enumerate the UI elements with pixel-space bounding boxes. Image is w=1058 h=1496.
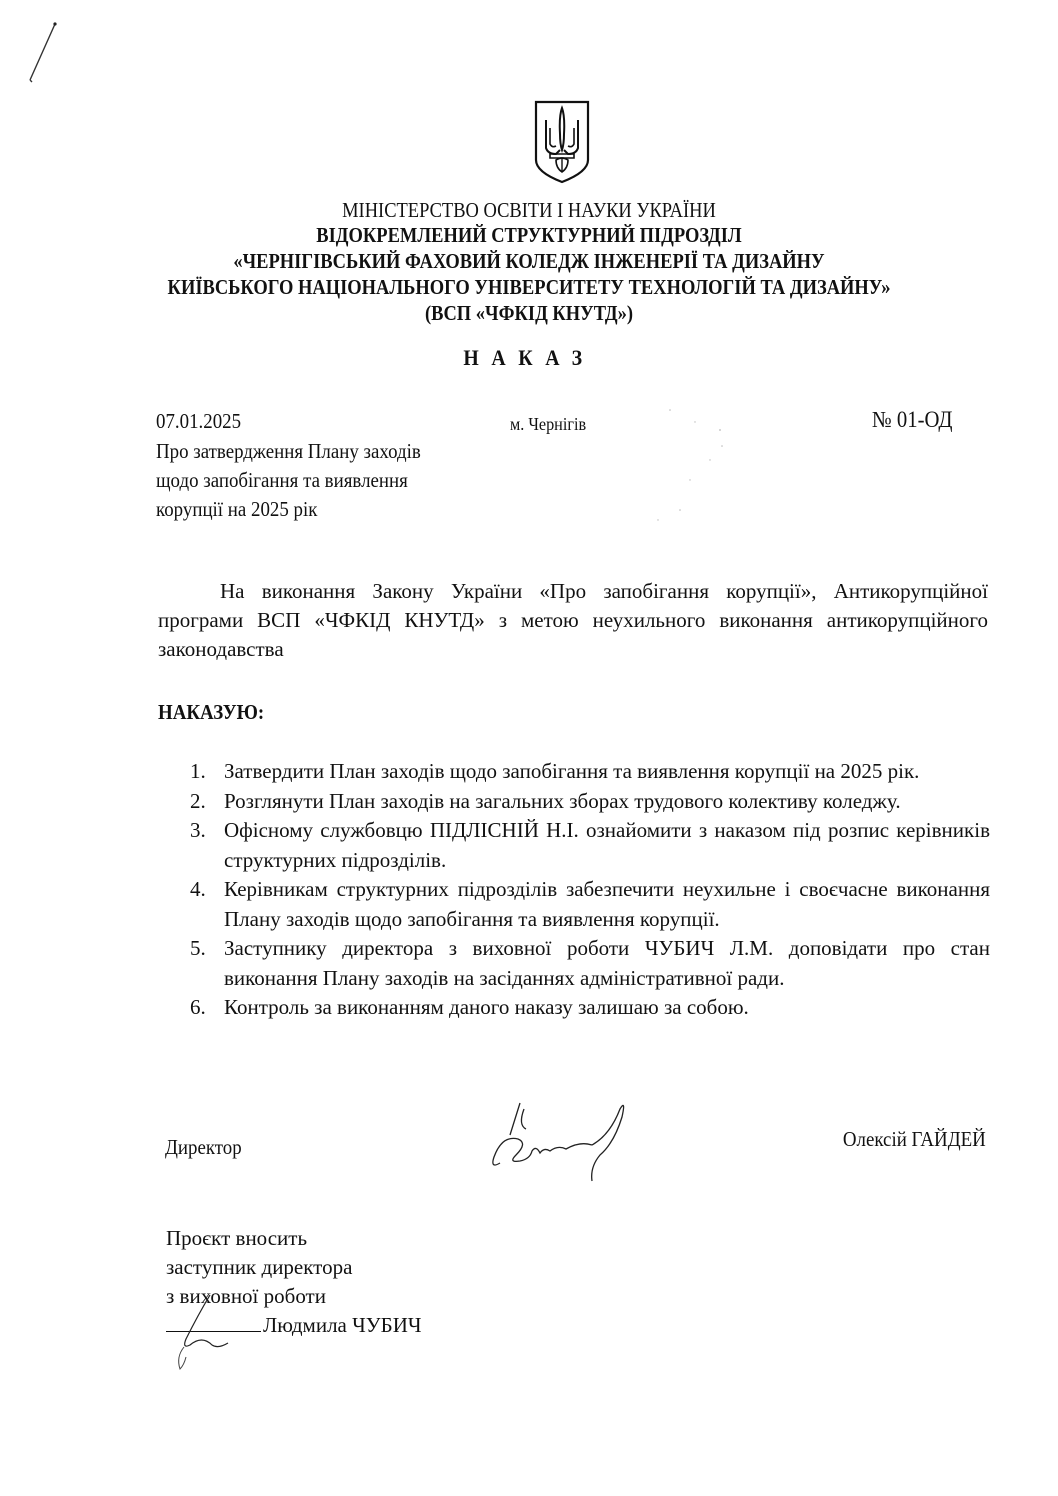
director-name: Олексій ГАЙДЕЙ xyxy=(843,1127,986,1151)
document-title: НАКАЗ xyxy=(463,345,595,370)
preamble-text: На виконання Закону України «Про запобігання корупції», Антикорупційної програми ВСП «ЧФКІД КНУТД» з метою неухильного виконання антикорупційного законодавства xyxy=(158,579,988,661)
order-item-text: Розглянути План заходів на загальних зборах трудового колективу коледжу. xyxy=(224,788,901,813)
document-date: 07.01.2025 xyxy=(156,409,242,433)
order-item-text: Контроль за виконанням даного наказу залишаю за собою. xyxy=(224,995,749,1019)
subject-line: корупції на 2025 рік xyxy=(156,497,318,521)
subject-line: Про затвердження Плану заходів xyxy=(156,439,421,463)
subject-line: щодо запобігання та виявлення xyxy=(156,468,408,492)
director-signature-icon xyxy=(480,1095,650,1185)
order-items xyxy=(190,757,990,1023)
order-item: 5. Заступнику директора з виховної роботи ЧУБИЧ Л.М. доповідати про стан виконання Плану заходів на засіданнях адміністративної ради. xyxy=(190,936,990,990)
order-item: 6. Контроль за виконанням даного наказу залишаю за собою. xyxy=(190,995,749,1019)
scan-noise xyxy=(650,400,750,540)
document-subject xyxy=(156,437,536,524)
coat-of-arms-icon xyxy=(532,98,592,186)
preamble xyxy=(158,577,988,664)
order-item: 4. Керівникам структурних підрозділів забезпечити неухильне і своєчасне виконання Плану заходів щодо запобігання та виявлення корупції. xyxy=(190,877,990,931)
order-item-text: Керівникам структурних підрозділів забезпечити неухильне і своєчасне виконання Плану заходів щодо запобігання та виявлення корупції. xyxy=(224,877,990,931)
order-item: 3. Офісному службовцю ПІДЛІСНІЙ Н.І. ознайомити з наказом під розпис керівників структурних підрозділів. xyxy=(190,818,990,872)
document-number: № 01-ОД xyxy=(872,407,953,432)
order-item-text: Офісному службовцю ПІДЛІСНІЙ Н.І. ознайомити з наказом під розпис керівників структурних підрозділів. xyxy=(224,818,990,872)
order-item-text: Заступнику директора з виховної роботи ЧУБИЧ Л.М. доповідати про стан виконання Плану заходів на засіданнях адміністративної ради. xyxy=(224,936,990,990)
author-signature-icon xyxy=(168,1295,238,1375)
order-item: 1. Затвердити План заходів щодо запобігання та виявлення корупції на 2025 рік. xyxy=(190,759,920,783)
order-word: НАКАЗУЮ: xyxy=(158,700,265,724)
document-city: м. Чернігів xyxy=(510,414,587,434)
author-line: Проєкт вносить xyxy=(166,1226,308,1250)
college-name-line2: КИЇВСЬКОГО НАЦІОНАЛЬНОГО УНІВЕРСИТЕТУ ТЕХНОЛОГІЙ ТА ДИЗАЙНУ» xyxy=(167,275,891,299)
author-line: з виховної роботи xyxy=(166,1284,326,1308)
director-title: Директор xyxy=(165,1135,242,1159)
unit-name: ВІДОКРЕМЛЕНИЙ СТРУКТУРНИЙ ПІДРОЗДІЛ xyxy=(316,223,742,247)
college-abbreviation: (ВСП «ЧФКІД КНУТД») xyxy=(424,301,634,325)
order-item-text: Затвердити План заходів щодо запобігання та виявлення корупції на 2025 рік. xyxy=(224,759,920,783)
pen-mark-icon xyxy=(22,18,62,88)
author-name: Людмила ЧУБИЧ xyxy=(263,1313,422,1337)
author-line: заступник директора xyxy=(166,1255,353,1279)
college-name-line1: «ЧЕРНІГІВСЬКИЙ ФАХОВИЙ КОЛЕДЖ ІНЖЕНЕРІЇ ТА ДИЗАЙНУ xyxy=(233,249,825,273)
ministry-name: МІНІСТЕРСТВО ОСВІТИ І НАУКИ УКРАЇНИ xyxy=(342,198,716,222)
order-item: 2. Розглянути План заходів на загальних зборах трудового колективу коледжу. xyxy=(190,788,901,813)
